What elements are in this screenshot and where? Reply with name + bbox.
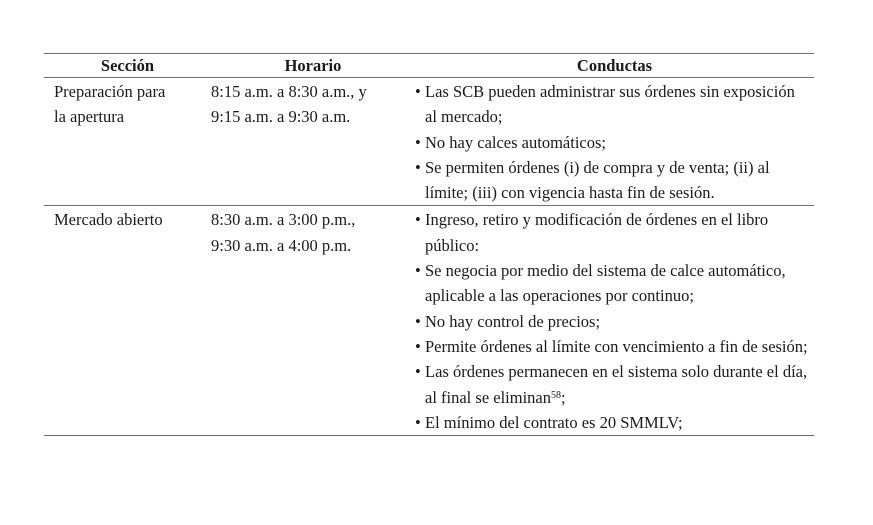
conduct-text: Ingreso, retiro y modificación de órdenes en el libro público:: [425, 210, 769, 255]
conduct-cell: [415, 206, 814, 436]
conduct-text: No hay control de precios;: [425, 311, 601, 331]
conduct-list: [415, 79, 814, 205]
conduct-item: [415, 79, 810, 130]
conduct-item: [415, 207, 810, 258]
conduct-item: [415, 359, 810, 410]
conduct-item: [415, 334, 810, 359]
table-header-row: [44, 54, 814, 78]
conduct-text: Las SCB pueden administrar sus órdenes sin exposición al mercado;: [425, 82, 795, 127]
bullet-icon: •: [415, 210, 421, 230]
bullet-icon: •: [415, 362, 421, 382]
conduct-list: [415, 207, 814, 435]
schedule-line: 8:30 a.m. a 3:00 p.m.,: [211, 210, 356, 230]
conduct-text: Se permiten órdenes (i) de compra y de venta; (ii) al límite; (iii) con vigencia hasta fin de sesión.: [425, 157, 770, 203]
bullet-icon: •: [415, 261, 421, 281]
header-conduct: Conductas: [576, 56, 653, 75]
table-row: [44, 206, 814, 436]
section-name-line: Preparación para: [54, 82, 166, 101]
trading-sessions-table: [44, 53, 814, 436]
conduct-text: Permite órdenes al límite con vencimiento a fin de sesión;: [425, 336, 808, 356]
conduct-item: [415, 130, 810, 155]
schedule-line: 9:30 a.m. a 4:00 p.m.: [211, 235, 352, 255]
conduct-item: [415, 258, 810, 309]
bullet-icon: •: [415, 157, 421, 177]
header-schedule: Horario: [284, 56, 342, 75]
bullet-icon: •: [415, 412, 421, 432]
header-section: Sección: [100, 56, 155, 75]
conduct-text: No hay calces automáticos;: [425, 132, 606, 152]
conduct-text: El mínimo del contrato es 20 SMMLV;: [425, 412, 683, 432]
section-name-line: Mercado abierto: [54, 210, 163, 230]
schedule-cell: [211, 78, 415, 206]
bullet-icon: •: [415, 82, 421, 101]
conduct-item: [415, 155, 810, 206]
table-row: [44, 78, 814, 206]
bullet-icon: •: [415, 336, 421, 356]
section-name-line: la apertura: [54, 107, 125, 127]
schedule-line: 8:15 a.m. a 8:30 a.m., y: [211, 82, 367, 101]
conduct-text: Se negocia por medio del sistema de calce automático, aplicable a las operaciones por continuo;: [425, 261, 786, 306]
conduct-cell: [415, 78, 814, 206]
conduct-item: [415, 410, 810, 435]
bullet-icon: •: [415, 311, 421, 331]
section-cell: [44, 78, 211, 206]
section-cell: [44, 206, 211, 436]
footnote-marker[interactable]: 58: [551, 389, 561, 401]
schedule-cell: [211, 206, 415, 436]
bullet-icon: •: [415, 132, 421, 152]
conduct-item: [415, 309, 810, 334]
trading-sessions-table-container: [44, 53, 814, 436]
schedule-line: 9:15 a.m. a 9:30 a.m.: [211, 107, 351, 127]
conduct-text-suffix: ;: [561, 387, 566, 407]
conduct-text: Las órdenes permanecen en el sistema solo durante el día, al final se eliminan: [425, 362, 808, 407]
